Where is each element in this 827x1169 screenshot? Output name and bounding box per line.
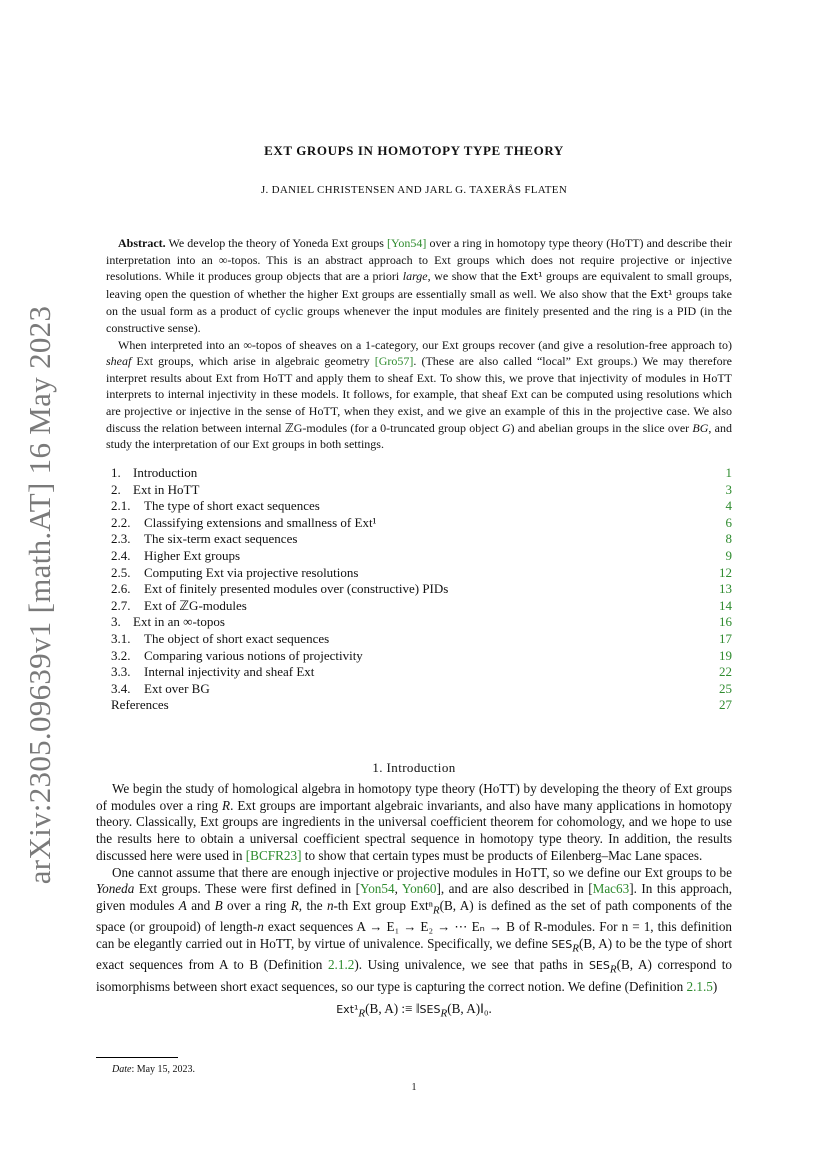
toc-entry-page-link[interactable]: 19 <box>719 647 732 663</box>
body-text: One cannot assume that there are enough injective or projective modules in HoTT, so we define our Ext groups to be <box>112 864 732 880</box>
toc-entry[interactable] <box>111 664 732 681</box>
toc-entry[interactable] <box>111 581 732 598</box>
page-number: 1 <box>411 1082 417 1093</box>
toc-entry-number: 2.1. <box>111 498 131 514</box>
toc-entry-number: 1. <box>111 465 121 480</box>
toc-entry-title: Internal injectivity and sheaf Ext <box>144 664 315 680</box>
toc-entry-title: Ext of finitely presented modules over (constructive) PIDs <box>144 581 449 597</box>
toc-entry-left <box>111 614 225 631</box>
toc-entry-number: 3.3. <box>111 664 131 680</box>
ses-symbol: SES <box>419 1003 441 1017</box>
body-text: and <box>186 897 215 913</box>
equation-ext1-definition <box>96 1001 732 1022</box>
toc-entry[interactable] <box>111 681 732 698</box>
toc-entry-page-link[interactable]: 17 <box>719 630 732 646</box>
abstract-text: We develop the theory of Yoneda Ext groups <box>165 236 387 250</box>
emphasis: Yoneda <box>96 881 135 897</box>
body-text: exact sequences A → E₁ → E₂ → ⋯ Eₙ → B of R-modules. For n = 1, this definition can be elegantly carried out in HoTT, by virtue of univalence. Specifically, we define <box>96 919 733 951</box>
abstract-text: groups are equivalent to small groups, leaving open the question of whether the higher Ext groups are essentially small as well. We also show that the <box>106 269 732 301</box>
definition-link[interactable]: 2.1.5 <box>686 978 713 994</box>
body-text: ]. In this approach, given modules <box>96 881 733 913</box>
toc-entry-title: Classifying extensions and smallness of Ext¹ <box>144 514 377 530</box>
toc-entry-page-link[interactable]: 12 <box>719 564 732 580</box>
footnote-text: : May 15, 2023. <box>131 1064 196 1075</box>
toc-entry-number: 2.5. <box>111 564 131 580</box>
ext1-symbol: Ext¹ <box>520 270 543 284</box>
toc-entry-page-link[interactable]: 13 <box>719 581 732 597</box>
toc-entry-title: Ext in HoTT <box>133 481 200 497</box>
abstract <box>106 235 732 453</box>
math-symbol: n <box>326 897 334 913</box>
toc-entry-left <box>111 482 199 499</box>
ext1-symbol: Ext¹ <box>650 287 673 301</box>
toc-entry-left <box>111 515 376 532</box>
math-symbol: R <box>222 797 231 813</box>
paper-title: EXT GROUPS IN HOMOTOPY TYPE THEORY <box>264 143 564 158</box>
toc-entry-number: 2. <box>111 481 121 497</box>
toc-entry-left <box>111 531 297 548</box>
toc-entry-number: 2.7. <box>111 597 131 613</box>
abstract-text: Ext groups, which arise in algebraic geometry <box>131 354 375 369</box>
toc-entry-title: Introduction <box>133 465 198 480</box>
body-text: ). Using univalence, we see that paths in <box>354 957 589 973</box>
citation-link[interactable]: [Yon54] <box>386 236 427 250</box>
footnote-date <box>112 1064 195 1075</box>
body-text: , the <box>298 897 327 913</box>
math-symbol: n <box>257 919 264 935</box>
math-symbol: R <box>440 1008 448 1020</box>
toc-entry-title: Ext in an ∞-topos <box>133 614 225 630</box>
toc-entry-page-link[interactable]: 6 <box>725 514 732 530</box>
citation-link[interactable]: Yon60 <box>401 881 437 897</box>
toc-entry-page-link[interactable]: 8 <box>725 531 732 547</box>
toc-entry-number: 2.4. <box>111 547 131 563</box>
toc-entry-title: The type of short exact sequences <box>144 498 320 514</box>
equation-text: (B, A) :≡ ‖ <box>365 1001 420 1017</box>
toc-entry-number: 3.2. <box>111 647 131 663</box>
abstract-text: , we show that the <box>427 269 521 284</box>
toc-entry-left <box>111 565 358 582</box>
toc-entry-title: The six-term exact sequences <box>144 531 298 547</box>
abstract-text: , and study the interpretation of our Ext groups in both settings. <box>106 420 732 452</box>
body-text: . Ext groups are important algebraic invariants, and also have many applications in homotopy theory. Classically, Ext groups are ingredients in the universal coefficient theorem for cohomology, and we hope to use the results here to obtain a universal coefficient spectral sequence in homotopy type theory. In addition, the results discussed here were used in <box>96 797 733 863</box>
math-symbol: R <box>432 904 440 917</box>
body-text: (B, A) is defined as the set of path components of the space (or groupoid) of length- <box>96 897 732 935</box>
math-symbol: R <box>609 963 617 976</box>
ses-symbol: SES <box>588 959 610 973</box>
paper-authors: J. DANIEL CHRISTENSEN AND JARL G. TAXERÅS FLATEN <box>260 184 568 196</box>
body-text: -th Ext group Extⁿ <box>333 897 433 913</box>
toc-entry-title: Computing Ext via projective resolutions <box>144 564 359 580</box>
toc-entry-left <box>111 697 169 714</box>
abstract-text: When interpreted into an ∞-topos of sheaves on a 1-category, our Ext groups recover (and give a resolution-free approach to) <box>118 337 732 352</box>
body-text: (B, A) correspond to isomorphisms between short exact sequences, so our type is capturing the correct notion. We define (Definition <box>96 957 732 994</box>
abstract-label: Abstract. <box>118 236 166 250</box>
toc-entry[interactable] <box>111 531 732 548</box>
body-text: (B, A) to be the type of short exact sequences from A to B (Definition <box>96 935 732 973</box>
math-symbol: R <box>572 942 579 955</box>
abstract-text: over a ring in homotopy type theory (HoTT) and describe their interpretation into an ∞-topos. This is an abstract approach to Ext groups which does not require projective or injective resolutions. While it produces group objects that are a priori <box>106 236 732 284</box>
ext1-symbol: Ext¹ <box>336 1003 359 1017</box>
toc-entry-number: 2.3. <box>111 531 131 547</box>
toc-entry-left <box>111 648 363 665</box>
body-text: over a ring <box>222 897 291 913</box>
toc-entry-page-link[interactable]: 25 <box>719 680 732 696</box>
toc-entry[interactable] <box>111 631 732 648</box>
equation-text: (B, A)‖₀. <box>447 1001 492 1017</box>
abstract-paragraph-2 <box>106 337 732 453</box>
introduction-body <box>96 781 732 1023</box>
toc-entry-page-link[interactable]: 27 <box>719 697 732 713</box>
math-symbol: A <box>178 897 187 913</box>
abstract-text: ) and abelian groups in the slice over <box>510 420 693 435</box>
toc-entry-title: Comparing various notions of projectivity <box>144 647 363 663</box>
toc-entry-number: 3.1. <box>111 630 131 646</box>
intro-paragraph-2 <box>96 865 732 996</box>
toc-entry-title: Higher Ext groups <box>144 547 241 563</box>
toc-entry[interactable] <box>111 598 732 615</box>
toc-entry-number: 2.6. <box>111 581 131 597</box>
toc-entry-number: 2.2. <box>111 514 131 530</box>
toc-entry-left <box>111 664 314 681</box>
toc-entry-number: 3.4. <box>111 680 131 696</box>
math-symbol: B <box>214 897 223 913</box>
body-text: ) <box>712 978 718 994</box>
math-symbol: BG <box>692 420 709 435</box>
toc-entry[interactable] <box>111 515 732 532</box>
intro-paragraph-1 <box>96 781 732 865</box>
toc-entry-page-link[interactable]: 14 <box>719 597 732 613</box>
footnote-rule <box>96 1057 178 1058</box>
toc-entry-left <box>111 581 448 598</box>
toc-entry-page-link[interactable]: 9 <box>725 547 732 563</box>
table-of-contents <box>111 465 732 714</box>
math-symbol: R <box>290 897 299 913</box>
toc-entry[interactable] <box>111 498 732 515</box>
toc-entry-title: The object of short exact sequences <box>144 630 330 646</box>
toc-entry[interactable] <box>111 614 732 631</box>
abstract-text: . (These are also called “local” Ext groups.) We may therefore interpret results about Ext from HoTT and apply them to sheaf Ext. To show this, we prove that injectivity of modules in HoTT interprets to internal injectivity in these models. It follows, for example, that sheaf Ext can be computed using resolutions which are projective or injective in the sense of HoTT, when they exist, and we give an example of this in the projective case. We also discuss the relation between internal ℤG-modules (for a 0-truncated group object <box>106 354 732 435</box>
citation-link[interactable]: [Gro57] <box>374 354 414 369</box>
toc-entry-left <box>111 548 240 565</box>
ses-symbol: SES <box>551 937 573 951</box>
citation-link[interactable]: [BCFR23] <box>245 847 302 863</box>
body-text: ], and are also described in [ <box>436 881 593 897</box>
toc-entry-page-link[interactable]: 3 <box>725 481 732 497</box>
math-symbol: R <box>358 1008 366 1020</box>
definition-link[interactable]: 2.1.2 <box>327 957 355 973</box>
toc-entry[interactable] <box>111 465 732 482</box>
section-heading-introduction: 1. Introduction <box>372 760 456 775</box>
footnote-label: Date <box>112 1064 132 1075</box>
citation-link[interactable]: Yon54 <box>360 881 395 897</box>
toc-entry-left <box>111 631 329 648</box>
toc-entry[interactable] <box>111 565 732 582</box>
toc-entry-title: References <box>111 697 169 713</box>
body-text: We begin the study of homological algebra in homotopy type theory (HoTT) by developing the theory of Ext groups of modules over a ring <box>96 781 732 813</box>
abstract-text: groups take on the usual form as a product of cyclic groups whenever the input modules are finitely presented and the ring is a PID (in the constructive sense). <box>106 286 732 335</box>
body-text: , <box>394 881 402 897</box>
math-symbol: G <box>501 420 511 435</box>
toc-entry[interactable] <box>111 548 732 565</box>
toc-entry-left <box>111 681 210 698</box>
toc-entry[interactable] <box>111 697 732 714</box>
abstract-paragraph-1 <box>106 235 732 337</box>
citation-link[interactable]: Mac63 <box>592 881 630 897</box>
body-text: Ext groups. These were first defined in [ <box>134 881 361 897</box>
arxiv-stamp-text: arXiv:2305.09639v1 [math.AT] 16 May 2023 <box>22 305 57 885</box>
body-text: to show that certain types must be products of Eilenberg–Mac Lane spaces. <box>301 847 703 863</box>
toc-entry[interactable] <box>111 482 732 499</box>
toc-entry[interactable] <box>111 648 732 665</box>
arxiv-stamp <box>10 305 70 885</box>
toc-entry-left <box>111 598 247 615</box>
toc-entry-page-link[interactable]: 4 <box>725 498 732 514</box>
toc-entry-number: 3. <box>111 614 121 630</box>
toc-entry-left <box>111 498 320 515</box>
toc-entry-page-link[interactable]: 16 <box>719 614 732 630</box>
toc-entry-title: Ext of ℤG-modules <box>144 597 247 613</box>
toc-entry-title: Ext over BG <box>144 680 210 696</box>
toc-entry-page-link[interactable]: 1 <box>725 465 732 480</box>
toc-entry-page-link[interactable]: 22 <box>719 664 732 680</box>
emphasis: large <box>402 269 428 284</box>
toc-entry-left <box>111 465 197 482</box>
emphasis: sheaf <box>106 354 132 369</box>
